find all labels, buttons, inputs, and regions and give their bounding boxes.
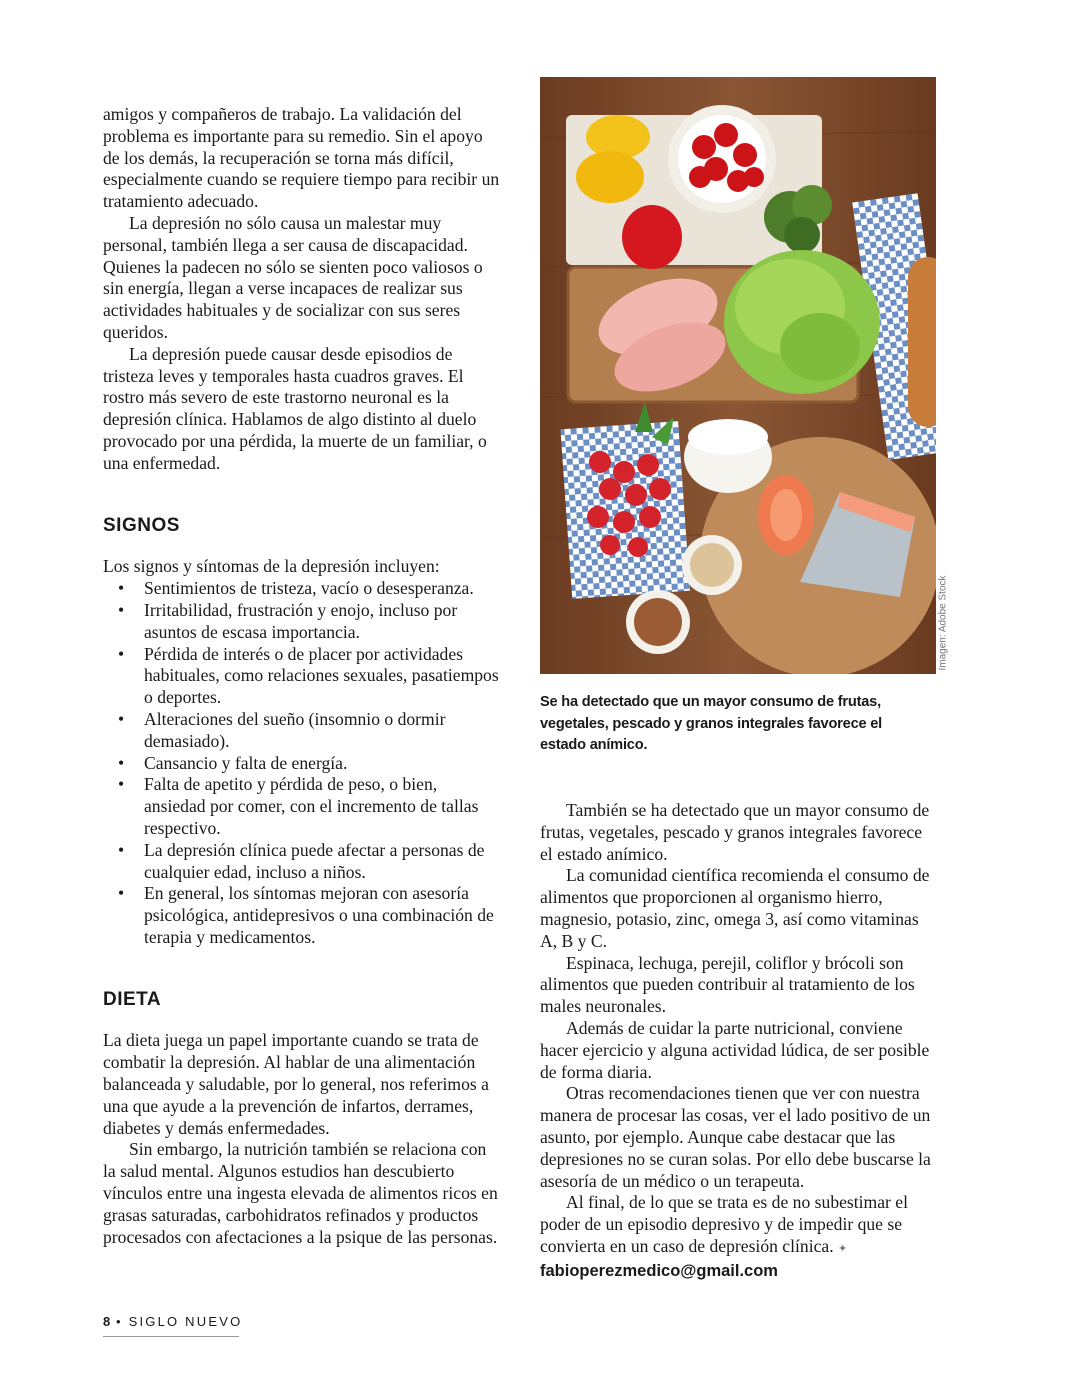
paragraph-validation: amigos y compañeros de trabajo. La validación del problema es importante para su remedio. Sin el apoyo de los demás, la recuperación se torna más difícil, especialmente cuando se requiere tiempo para recibir un tratamiento adecuado. <box>103 104 500 212</box>
healthy-food-illustration <box>540 77 936 674</box>
heading-dieta: DIETA <box>103 988 162 1010</box>
list-item: • En general, los síntomas mejoran con asesoría psicológica, antidepresivos o una combinación de terapia y medicamentos. <box>118 883 494 947</box>
bullet-icon: • <box>118 708 125 729</box>
bullet-icon: • <box>118 839 125 860</box>
paragraph-severity: La depresión puede causar desde episodios de tristeza leves y temporales hasta cuadros graves. El rostro más severo de este trastorno neuronal es la depresión clínica. Hablamos de algo distinto al duelo provocado por una pérdida, la muerte de un familiar, o una enfermedad. <box>103 343 487 473</box>
list-item: • Pérdida de interés o de placer por actividades habituales, como relaciones sexuales, pasatiempos o deportes. <box>118 643 499 708</box>
photo-caption: Se ha detectado que un mayor consumo de frutas, vegetales, pescado y granos integrales favorece el estado anímico. <box>540 694 883 753</box>
paragraph-exercise: Además de cuidar la parte nutricional, conviene hacer ejercicio y alguna actividad lúdica, de ser posible de forma diaria. <box>540 1017 930 1082</box>
paragraph-disability: La depresión no sólo causa un malestar muy personal, también llega a ser causa de discapacidad. Quienes la padecen no sólo se sienten poco valiosos o sin energía, llegan a verse incapaces de realizar sus actividades habituales y de socializar con sus seres queridos. <box>103 212 483 342</box>
footer-separator: • <box>116 1314 123 1329</box>
bullet-icon: • <box>118 578 125 599</box>
paragraph-conclusion: Al final, de lo que se trata es de no subestimar el poder de un episodio depresivo y de impedir que se convierta en un caso de depresión clínica. ✦ <box>540 1192 908 1256</box>
paragraph-diet: La dieta juega un papel importante cuando se trata de combatir la depresión. Al hablar de una alimentación balanceada y saludable, por lo general, nos referimos a una que ayude a la prevención de infartos, derrames, diabetes y demás enfermedades. <box>103 1030 489 1138</box>
list-item: • Alteraciones del sueño (insomnio o dormir demasiado). <box>118 708 446 751</box>
bullet-icon: • <box>118 599 125 620</box>
symptoms-list <box>103 578 503 949</box>
food-photo <box>540 77 936 674</box>
end-mark-icon: ✦ <box>838 1242 848 1255</box>
photo-credit: Imagen: Adobe Stock <box>937 575 949 671</box>
paragraph-nutrition: Sin embargo, la nutrición también se relaciona con la salud mental. Algunos estudios han descubierto vínculos entre una ingesta elevada de alimentos ricos en grasas saturadas, carbohidratos refinados y productos procesados con afectaciones a la psique de las personas. <box>103 1139 498 1247</box>
list-item: • La depresión clínica puede afectar a personas de cualquier edad, incluso a niños. <box>118 839 485 882</box>
bullet-icon: • <box>118 752 125 773</box>
bullet-icon: • <box>118 883 125 904</box>
list-item: • Irritabilidad, frustración y enojo, incluso por asuntos de escasa importancia. <box>118 599 458 642</box>
footer-rule <box>103 1336 239 1337</box>
publication-name: SIGLO NUEVO <box>128 1314 243 1329</box>
paragraph-recommendations: Otras recomendaciones tienen que ver con nuestra manera de procesar las cosas, ver el lado positivo de un asunto, por ejemplo. Aunque cabe destacar que las depresiones no se curan solas. Por ello debe buscarse la asesoría de un médico o un terapeuta. <box>540 1083 931 1191</box>
paragraph-consumption: También se ha detectado que un mayor consumo de frutas, vegetales, pescado y granos integrales favorece el estado anímico. <box>540 800 930 864</box>
list-item: • Cansancio y falta de energía. <box>118 752 348 773</box>
right-column <box>540 800 936 1283</box>
left-column <box>103 104 503 1248</box>
paragraph-nutrients: La comunidad científica recomienda el consumo de alimentos que proporcionen al organismo hierro, magnesio, potasio, zinc, omega 3, así como vitaminas A, B y C. <box>540 865 930 951</box>
page-number: 8 <box>103 1314 111 1329</box>
author-email[interactable]: fabioperezmedico@gmail.com <box>540 1261 778 1280</box>
paragraph-vegetables: Espinaca, lechuga, perejil, coliflor y brócoli son alimentos que pueden contribuir al tratamiento de los males neuronales. <box>540 952 915 1017</box>
signos-intro: Los signos y síntomas de la depresión incluyen: <box>103 556 440 577</box>
bullet-icon: • <box>118 774 125 795</box>
list-item: • Falta de apetito y pérdida de peso, o bien, ansiedad por comer, con el incremento de tallas respectivo. <box>118 774 479 838</box>
page-footer <box>103 1314 242 1329</box>
list-item: • Sentimientos de tristeza, vacío o desesperanza. <box>118 578 474 599</box>
bullet-icon: • <box>118 643 125 664</box>
heading-signos: SIGNOS <box>103 514 180 536</box>
